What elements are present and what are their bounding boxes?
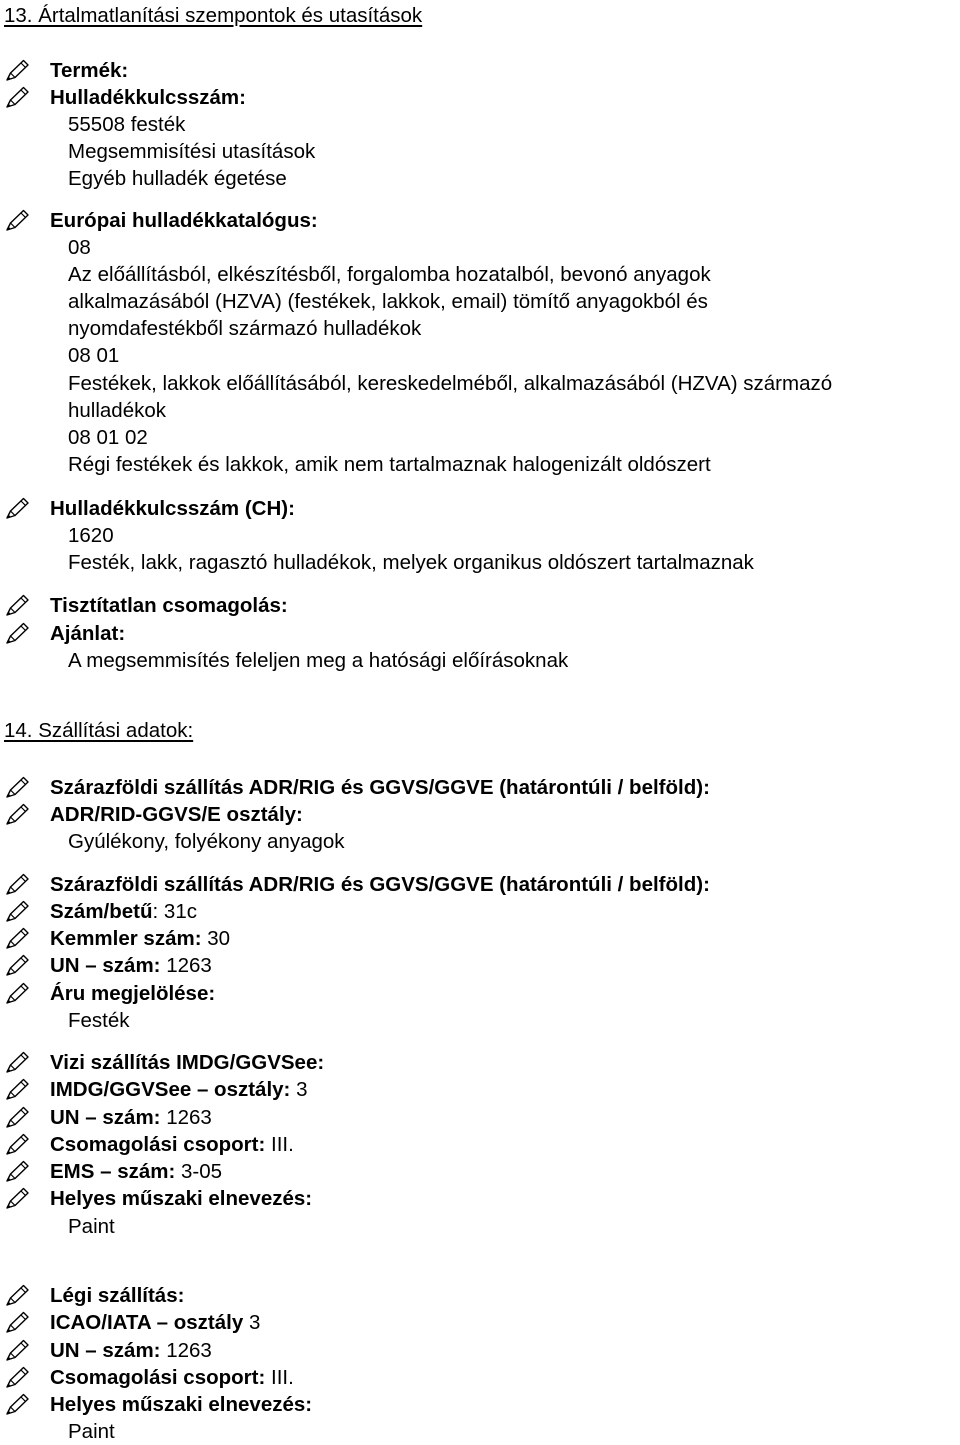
list-item-un-number-2 bbox=[0, 1104, 212, 1131]
item-value: III. bbox=[265, 1365, 294, 1389]
pencil-icon bbox=[4, 59, 32, 83]
item-label: UN – szám: bbox=[50, 953, 161, 977]
list-item-kemmler bbox=[0, 925, 230, 952]
text-line: 55508 festék bbox=[68, 113, 186, 136]
item-label: IMDG/GGVSee – osztály: bbox=[50, 1077, 291, 1101]
text-line: Az előállításból, elkészítésből, forgalomba hozatalból, bevonó anyagok bbox=[68, 263, 711, 286]
item-label: EMS – szám: bbox=[50, 1159, 176, 1183]
pencil-icon bbox=[4, 594, 32, 618]
pencil-icon bbox=[4, 1393, 32, 1417]
list-item-road-transport bbox=[0, 774, 710, 801]
text-line: Régi festékek és lakkok, amik nem tartalmaznak halogenizált oldószert bbox=[68, 453, 711, 476]
list-item-un-number bbox=[0, 952, 212, 979]
item-label: Kemmler szám: bbox=[50, 926, 202, 950]
item-label: Vizi szállítás IMDG/GGVSee: bbox=[50, 1050, 325, 1074]
item-value: 3-05 bbox=[175, 1159, 223, 1183]
item-value: 3 bbox=[243, 1310, 261, 1334]
item-label: ADR/RID-GGVS/E osztály: bbox=[50, 802, 303, 826]
pencil-icon bbox=[4, 803, 32, 827]
list-item-packing-group-2 bbox=[0, 1364, 294, 1391]
pencil-icon bbox=[4, 982, 32, 1006]
list-item-road-transport-2 bbox=[0, 871, 710, 898]
item-value: III. bbox=[265, 1132, 294, 1156]
pencil-icon bbox=[4, 86, 32, 110]
text-line: Festék bbox=[68, 1009, 130, 1032]
pencil-icon bbox=[4, 954, 32, 978]
text-line: 08 01 02 bbox=[68, 426, 148, 449]
list-item-adr-class bbox=[0, 801, 303, 828]
list-item-imdg-class bbox=[0, 1076, 307, 1103]
item-label: Tisztítatlan csomagolás: bbox=[50, 593, 288, 617]
item-label: Európai hulladékkatalógus: bbox=[50, 208, 318, 232]
pencil-icon bbox=[4, 1187, 32, 1211]
item-label: ICAO/IATA – osztály bbox=[50, 1310, 244, 1334]
item-label: Hulladékkulcsszám: bbox=[50, 85, 246, 109]
list-item-packing-group bbox=[0, 1131, 294, 1158]
text-line: 1620 bbox=[68, 524, 114, 547]
text-line: Paint bbox=[68, 1215, 115, 1238]
text-line: 08 01 bbox=[68, 344, 120, 367]
list-item-air-transport bbox=[0, 1282, 184, 1309]
item-value: 30 bbox=[201, 926, 231, 950]
pencil-icon bbox=[4, 1366, 32, 1390]
item-value: 1263 bbox=[160, 1338, 212, 1362]
text-line: A megsemmisítés feleljen meg a hatósági előírásoknak bbox=[68, 649, 569, 672]
pencil-icon bbox=[4, 1051, 32, 1075]
list-item-szam-betu bbox=[0, 898, 197, 925]
list-item-ch bbox=[0, 495, 295, 522]
list-item-sea-transport bbox=[0, 1049, 324, 1076]
section-13-title: 13. Ártalmatlanítási szempontok és utasítások bbox=[4, 4, 423, 27]
pencil-icon bbox=[4, 776, 32, 800]
list-item-hulladekkulcsszam bbox=[0, 84, 246, 111]
item-label: Áru megjelölése: bbox=[50, 981, 216, 1005]
item-label: Termék: bbox=[50, 58, 129, 82]
item-label: Szárazföldi szállítás ADR/RIG és GGVS/GGVE (határontúli / belföld): bbox=[50, 775, 710, 799]
item-label: Szám/betű bbox=[50, 899, 153, 923]
item-label: UN – szám: bbox=[50, 1338, 161, 1362]
pencil-icon bbox=[4, 1284, 32, 1308]
item-label: Légi szállítás: bbox=[50, 1283, 185, 1307]
text-line: 08 bbox=[68, 236, 91, 259]
pencil-icon bbox=[4, 900, 32, 924]
text-line: Festékek, lakkok előállításából, kereskedelméből, alkalmazásából (HZVA) származó bbox=[68, 372, 833, 395]
list-item-goods-designation bbox=[0, 980, 215, 1007]
pencil-icon bbox=[4, 1078, 32, 1102]
list-item-shipping-name bbox=[0, 1185, 312, 1212]
text-line: hulladékok bbox=[68, 399, 167, 422]
pencil-icon bbox=[4, 1133, 32, 1157]
item-value: 3 bbox=[290, 1077, 308, 1101]
text-line: Festék, lakk, ragasztó hulladékok, melyek organikus oldószert tartalmaznak bbox=[68, 551, 754, 574]
pencil-icon bbox=[4, 497, 32, 521]
text-line: Gyúlékony, folyékony anyagok bbox=[68, 830, 345, 853]
text-line: Megsemmisítési utasítások bbox=[68, 140, 316, 163]
list-item-termek bbox=[0, 57, 128, 84]
list-item-ems bbox=[0, 1158, 222, 1185]
item-value: 1263 bbox=[160, 1105, 212, 1129]
item-label: Ajánlat: bbox=[50, 621, 126, 645]
pencil-icon bbox=[4, 622, 32, 646]
item-label: UN – szám: bbox=[50, 1105, 161, 1129]
list-item-recommendation bbox=[0, 620, 125, 647]
pencil-icon bbox=[4, 1339, 32, 1363]
item-label: Csomagolási csoport: bbox=[50, 1132, 266, 1156]
text-line: alkalmazásából (HZVA) (festékek, lakkok, email) tömítő anyagokból és bbox=[68, 290, 708, 313]
list-item-shipping-name-2 bbox=[0, 1391, 312, 1418]
item-label: Csomagolási csoport: bbox=[50, 1365, 266, 1389]
pencil-icon bbox=[4, 873, 32, 897]
text-line: Egyéb hulladék égetése bbox=[68, 167, 287, 190]
pencil-icon bbox=[4, 1106, 32, 1130]
pencil-icon bbox=[4, 927, 32, 951]
text-line: Paint bbox=[68, 1420, 115, 1443]
item-label: Helyes műszaki elnevezés: bbox=[50, 1186, 313, 1210]
text-line: nyomdafestékből származó hulladékok bbox=[68, 317, 422, 340]
section-14-title: 14. Szállítási adatok: bbox=[4, 719, 194, 742]
pencil-icon bbox=[4, 209, 32, 233]
item-label: Szárazföldi szállítás ADR/RIG és GGVS/GGVE (határontúli / belföld): bbox=[50, 872, 710, 896]
list-item-ewc bbox=[0, 207, 318, 234]
item-value: 1263 bbox=[160, 953, 212, 977]
pencil-icon bbox=[4, 1160, 32, 1184]
pencil-icon bbox=[4, 1311, 32, 1335]
item-value: : 31c bbox=[152, 899, 197, 923]
item-label: Hulladékkulcsszám (CH): bbox=[50, 496, 295, 520]
list-item-un-number-3 bbox=[0, 1337, 212, 1364]
list-item-packaging bbox=[0, 592, 288, 619]
list-item-icao-class bbox=[0, 1309, 260, 1336]
item-label: Helyes műszaki elnevezés: bbox=[50, 1392, 313, 1416]
